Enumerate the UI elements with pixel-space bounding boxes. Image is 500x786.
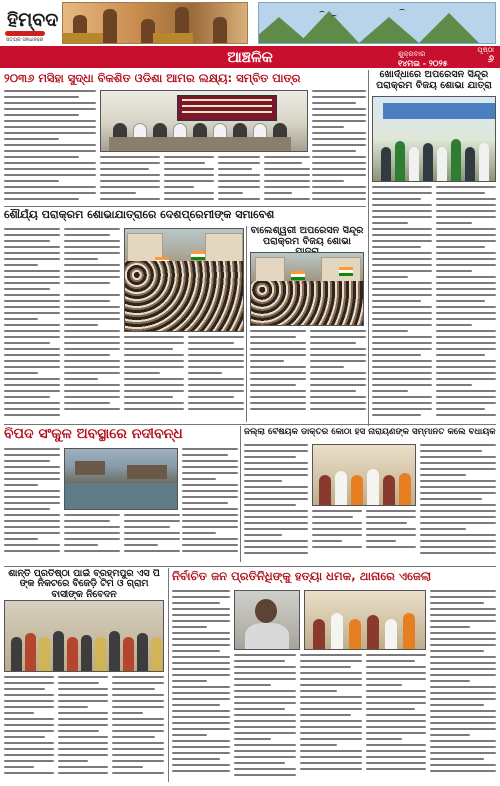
river-text-col-4 <box>182 448 238 560</box>
lead-text-col-4 <box>218 156 260 204</box>
newspaper-logo[interactable] <box>3 3 59 43</box>
lead-text-col-2 <box>100 156 160 204</box>
doctor-text-col-3 <box>366 510 416 560</box>
river-embankment-photo[interactable] <box>64 448 178 510</box>
patriotic-text-col-4 <box>124 336 184 418</box>
river-headline[interactable]: ବିପଦ ସଂକୁଳ ଅବସ୍ଥାରେ ନଦୀବନ୍ଧ <box>4 427 183 442</box>
top-right-rally-photo[interactable] <box>372 96 496 182</box>
logo-swoosh <box>5 31 45 36</box>
bottom-left-text-col-3 <box>112 676 164 782</box>
page-number: ୬ <box>487 54 494 65</box>
dateline <box>398 50 448 69</box>
bottom-right-text-col-3 <box>300 654 362 782</box>
bottom-right-text-col-2 <box>234 654 296 782</box>
centre-text-col-1 <box>250 330 306 420</box>
centre-headline-text: ବାଲେଶ୍ୱରୀ ଅପରେସନ ସିନ୍ଦୂର ପରାକ୍ରମ ବିଜୟ ଶୋଭା <box>250 226 364 247</box>
date-value: ୧୪ମଇ - ୨୦୨୫ <box>398 59 448 68</box>
bottom-left-text-col-1 <box>4 676 54 782</box>
bottom-right-police-station-photo[interactable] <box>304 590 426 650</box>
patriotic-headline[interactable]: ଶୌର୍ଯ୍ୟ ପରାକ୍ରମ ଶୋଭାଯାତ୍ରାରେ ଦେଶପ୍ରେମୀଙ୍କ ସମାବେଶ <box>4 209 275 221</box>
centre-rally-photo[interactable] <box>250 252 364 326</box>
logo-text: ହିମ୍ବଦ <box>7 9 59 31</box>
lead-headline[interactable]: ୨୦୩୬ ମସିହା ସୁଦ୍ଧା ବିକଶିତ ଓଡିଶା ଆମର ଲକ୍ଷ୍ୟ: ସମ୍ବିତ ପାତ୍ର <box>4 72 301 85</box>
stage-banner <box>177 95 277 121</box>
lead-text-col-5 <box>264 156 310 204</box>
top-right-headline-text: ଖୋର୍ଦ୍ଧାରେ ଅପରେସନ ସିନ୍ଦୂର ପରାକ୍ରମ ବିଜୟ ଶୋଭା ଯାତ୍ରା <box>376 70 492 91</box>
divider-bottom <box>4 566 496 567</box>
column-divider-bottom <box>168 568 169 782</box>
masthead <box>0 0 500 68</box>
doctor-text-col-2 <box>312 510 362 560</box>
lead-text-col-3 <box>164 156 214 204</box>
doctor-text-col-4 <box>420 444 496 560</box>
column-divider-right <box>368 70 369 426</box>
bottom-right-text-col-4 <box>366 654 426 782</box>
top-right-text-col-1 <box>372 186 432 422</box>
logo-tagline: ସତ୍ୟର ସନ୍ଧାନରେ <box>6 37 44 43</box>
doctor-text-col-1 <box>244 444 308 560</box>
bottom-left-headline[interactable] <box>4 569 164 600</box>
column-divider-doctor <box>240 426 241 562</box>
landscape-banner-image <box>258 2 496 44</box>
centre-text-col-2 <box>310 330 366 420</box>
patriotic-text-col-3 <box>64 294 120 418</box>
top-right-text-col-2 <box>436 186 496 422</box>
bottom-left-text-col-2 <box>58 676 108 782</box>
river-text-col-3 <box>124 514 180 560</box>
weekday: ଶୁକ୍ରବାର <box>398 50 426 58</box>
section-title: ଆଞ୍ଚଳିକ <box>227 48 273 66</box>
street-rally-photo[interactable] <box>124 228 244 332</box>
patriotic-text-col-5 <box>188 336 244 418</box>
doctor-felicitation-photo[interactable] <box>312 444 416 506</box>
bottom-right-portrait-photo[interactable] <box>234 590 300 650</box>
bottom-right-text-col-1 <box>172 590 230 782</box>
river-text-col-1 <box>4 448 60 558</box>
divider-lead <box>4 206 366 207</box>
divider-river <box>4 424 496 425</box>
bottom-right-headline[interactable]: ନିର୍ବାଚିତ ଜନ ପ୍ରତିନିଧିଙ୍କୁ ହତ୍ୟା ଧମକ, ଥାନାରେ ଏଜେଲା <box>172 570 432 583</box>
bottom-right-text-col-5 <box>430 590 496 782</box>
doctor-headline[interactable]: ଜିଲ୍ଲା ବୈଷୟିକ ଡାକ୍ତର କୋଠା ହସି ନାରାୟଣଙ୍କ ସମ୍ମାନିତ କଲେ ବିଧାୟକ <box>244 428 496 437</box>
patriotic-text-col-1 <box>4 228 60 418</box>
bottom-left-headline-text: ଶାନ୍ତି ପ୍ରତିଷ୍ଠା ପାଇଁ ବ୍ରହ୍ମପୁର ଏସ ପି ଙ୍କ ନିକଟରେ ବିଜେଡ଼ି ଟିମ ଓ ଗ୍ରାମ ବାସୀଙ୍କ ନିବେଦନ <box>8 569 160 600</box>
column-divider-centre <box>246 226 247 422</box>
lead-text-col-6 <box>312 90 366 204</box>
lead-meeting-photo[interactable] <box>100 90 308 152</box>
lead-text-col-1 <box>4 90 96 202</box>
bottom-left-group-photo[interactable] <box>4 600 164 672</box>
page-label: ପୃଷ୍ଠା <box>477 46 494 54</box>
heritage-banner-image <box>62 2 248 44</box>
top-right-headline[interactable] <box>372 70 496 91</box>
river-text-col-2 <box>64 514 120 560</box>
patriotic-text-col-2 <box>64 228 120 288</box>
